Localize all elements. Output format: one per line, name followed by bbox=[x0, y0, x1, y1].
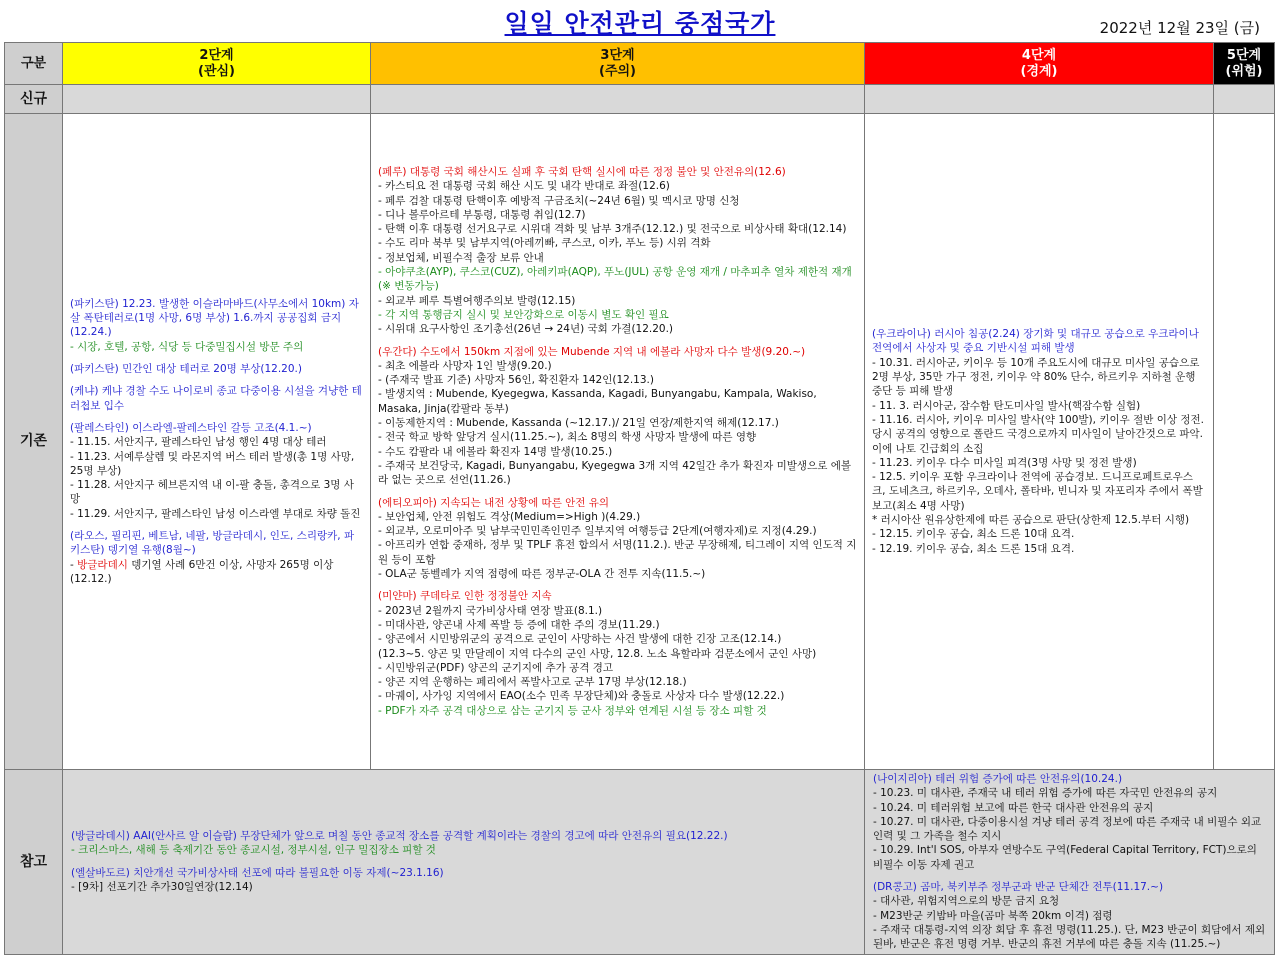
list-item: - 양곤에서 시민방위군의 공격으로 군인이 사망하는 사건 발생에 대한 긴장 고조(12.14.) bbox=[378, 633, 782, 646]
stage2-level: (관심) bbox=[198, 63, 235, 79]
list-item: (팔레스타인) 이스라엘-팔레스타인 갈등 고조(4.1.~) bbox=[70, 421, 312, 434]
list-item: (DR콩고) 곰마, 북키부주 정부군과 반군 단체간 전투(11.17.~) bbox=[873, 881, 1164, 894]
list-item: - 12.5. 키이우 포함 우크라이나 전역에 공습경보. 드니프로페트로우스크, 도네츠크, 하르키우, 오데사, 폴타바, 빈니자 및 자포리자 주에서 폭발 보고(최소 4명 사망) bbox=[872, 471, 1203, 512]
col-stage3 bbox=[371, 43, 865, 85]
stage2-name: 2단계 bbox=[199, 47, 234, 63]
new-stage2-cell bbox=[63, 85, 371, 114]
list-item: - 시장, 호텔, 공항, 식당 등 다중밀집시설 방문 주의 bbox=[70, 340, 304, 353]
list-item: - [9차] 선포기간 추가30일연장(12.14) bbox=[71, 881, 253, 894]
list-item: (방글라데시) AAI(안사르 알 이슬람) 무장단체가 앞으로 며칠 동안 종교적 장소를 공격할 계획이라는 경찰의 경고에 따라 안전유의 필요(12.22.) bbox=[71, 830, 728, 843]
new-row bbox=[5, 85, 1275, 114]
list-item: (우크라이나) 러시아 침공(2.24) 장기화 및 대규모 공습으로 우크라이나 전역에서 사상자 및 중요 기반시설 피해 발생 bbox=[872, 328, 1199, 355]
list-item bbox=[70, 558, 363, 587]
list-item: - 대사관, 위험지역으로의 방문 금지 요청 bbox=[873, 895, 1060, 908]
list-item: - 11.29. 서안지구, 팔레스타인 남성 이스라엘 부대로 차량 돌진 bbox=[70, 507, 361, 520]
spacer bbox=[70, 521, 363, 529]
col-stage2 bbox=[63, 43, 371, 85]
spacer bbox=[70, 354, 363, 362]
list-item: (파키스탄) 민간인 대상 테러로 20명 부상(12.20.) bbox=[70, 363, 302, 376]
list-item: - 외교부, 오로미아주 및 남부국민민족인민주 일부지역 여행등급 2단계(여행자제)로 지정(4.29.) bbox=[378, 525, 817, 538]
list-item: - 탄핵 이후 대통령 선거요구로 시위대 격화 및 남부 3개주(12.12.) 및 전국으로 비상사태 확대(12.14) bbox=[378, 223, 847, 236]
list-item: - 12.19. 키이우 공습, 최소 드론 15대 요격. bbox=[872, 542, 1075, 555]
list-item: - 정보업체, 비필수적 출장 보류 안내 bbox=[378, 251, 544, 264]
list-item: - 12.15. 키이우 공습, 최소 드론 10대 요격. bbox=[872, 528, 1075, 541]
list-item: - 10.29. Int'l SOS, 아부자 연방수도 구역(Federal Capital Territory, FCT)으로의 비필수 이동 자제 권고 bbox=[873, 844, 1257, 871]
list-item: - 11.28. 서안지구 헤브론지역 내 이-팔 충돌, 총격으로 3명 사망 bbox=[70, 479, 354, 506]
list-item: - 11.16. 러시아, 키이우 미사일 발사(약 100발), 키이우 절반 이상 정전. 당시 공격의 영향으로 폴란드 국경으로까지 미사일이 날아간것으로 파악. 이에 나토 긴급회의 소집 bbox=[872, 413, 1204, 455]
list-item: - 외교부 페루 특별여행주의보 발령(12.15) bbox=[378, 294, 576, 307]
existing-stage4-cell bbox=[865, 114, 1214, 770]
list-item: (나이지리아) 테러 위험 증가에 따른 안전유의(10.24.) bbox=[873, 773, 1123, 785]
reference-row bbox=[5, 770, 1275, 955]
list-item: - 아야쿠초(AYP), 쿠스코(CUZ), 아레키파(AQP), 푸노(JUL) 공항 운영 재개 / 마추피추 열차 제한적 재개 (※ 변동가능) bbox=[378, 266, 852, 293]
list-item: - 10.27. 미 대사관, 다중이용시설 겨냥 테러 공격 정보에 따른 주재국 내 비필수 외교인력 및 그 가족을 철수 지시 bbox=[873, 815, 1262, 843]
list-item-part: 방글라데시 bbox=[77, 558, 128, 571]
list-item: - 2023년 2월까지 국가비상사태 연장 발표(8.1.) bbox=[378, 604, 603, 617]
spacer bbox=[378, 488, 857, 496]
list-item: - 11.15. 서안지구, 팔레스타인 남성 행인 4명 대상 테러 bbox=[70, 436, 327, 449]
list-item: - 아프리카 연합 중재하, 정부 및 TPLF 휴전 합의서 서명(11.2.). 반군 무장해제, 티그레이 지역 인도적 지원 등이 포함 bbox=[378, 539, 857, 566]
list-item: - 10.31. 러시아군, 키이우 등 10개 주요도시에 대규모 미사일 공습으로 2명 부상, 35만 가구 정전, 키이우 약 80% 단수, 하르키우 지하철 운행 중단 등 피해 발생 bbox=[872, 356, 1200, 398]
existing-stage2-cell bbox=[63, 114, 371, 770]
list-item: - 주재국 보건당국, Kagadi, Bunyangabu, Kyegegwa 3개 지역 42일간 추가 확진자 미발생으로 에볼라 없는 곳으로 선언(11.26.) bbox=[378, 459, 851, 487]
list-item: - 발생지역 : Mubende, Kyegegwa, Kassanda, Kagadi, Bunyangabu, Kampala, Wakiso, Masaka, Jinja(캄팔라 동부) bbox=[378, 388, 817, 415]
new-stage4-cell bbox=[865, 85, 1214, 114]
list-item: - 마궤이, 사가잉 지역에서 EAO(소수 민족 무장단체)와 충돌로 사상자 다수 발생(12.22.) bbox=[378, 690, 785, 703]
report-date: 2022년 12월 23일 (금) bbox=[1099, 19, 1260, 37]
list-item: (엘살바도르) 치안개선 국가비상사태 선포에 따라 불필요한 이동 자제(~23.1.16) bbox=[71, 866, 444, 879]
row-label-new: 신규 bbox=[5, 85, 63, 114]
list-item: (12.3~5. 양곤 및 만달레이 지역 다수의 군인 사망, 12.8. 노소 욕할라파 검문소에서 군인 사망) bbox=[378, 647, 817, 660]
new-stage3-cell bbox=[371, 85, 865, 114]
list-item: - 11. 3. 러시아군, 잠수함 탄도미사일 발사(핵잠수함 실험) bbox=[872, 399, 1141, 412]
list-item-part: 뎅기열 사례 6만건 이상, 사망자 265명 이상(12.12.) bbox=[70, 558, 334, 585]
spacer bbox=[873, 872, 1266, 880]
row-label-reference: 참고 bbox=[5, 770, 63, 955]
stage5-name: 5단계 bbox=[1226, 47, 1262, 63]
list-item: - 카스티요 전 대통령 국회 해산 시도 및 내각 반대로 좌절(12.6) bbox=[378, 180, 670, 193]
list-item: - 디나 볼루아르테 부통령, 대통령 취임(12.7) bbox=[378, 208, 586, 221]
list-item: - 최초 에볼라 사망자 1인 발생(9.20.) bbox=[378, 359, 552, 372]
list-item: - OLA군 동벨레가 지역 점령에 따른 정부군-OLA 간 전투 지속(11.5.~) bbox=[378, 568, 706, 581]
list-item: - 양곤 지역 운행하는 페리에서 폭발사고로 군부 17명 부상(12.18.) bbox=[378, 676, 687, 689]
list-item: - M23반군 키밤바 마을(곰마 북쪽 20km 이격) 점령 bbox=[873, 909, 1113, 922]
list-item: - 크리스마스, 새해 등 축제기간 동안 종교시설, 정부시설, 인구 밀집장소 피할 것 bbox=[71, 844, 436, 857]
list-item: - 10.23. 미 대사관, 주재국 내 테러 위험 증가에 따른 자국민 안전유의 공지 bbox=[873, 787, 1218, 800]
existing-stage5-cell bbox=[1214, 114, 1275, 770]
stage3-level: (주의) bbox=[599, 63, 636, 79]
list-item: - 시민방위군(PDF) 양곤의 군기지에 추가 공격 경고 bbox=[378, 661, 614, 674]
list-item: - PDF가 자주 공격 대상으로 삼는 군기지 등 군사 정부와 연계된 시설 등 장소 피할 것 bbox=[378, 704, 767, 717]
list-item: - 수도 캄팔라 내 에볼라 확진자 14명 발생(10.25.) bbox=[378, 445, 613, 458]
list-item: - 페루 검찰 대통령 탄핵이후 예방적 구금조치(~24년 6월) 및 멕시코 망명 신청 bbox=[378, 194, 740, 207]
existing-row bbox=[5, 114, 1275, 770]
list-item: - 시위대 요구사항인 조기총선(26년 → 24년) 국회 가결(12.20.) bbox=[378, 323, 674, 336]
stage4-name: 4단계 bbox=[1021, 47, 1057, 63]
list-item: * 러시아산 원유상한제에 따른 공습으로 판단(상한제 12.5.부터 시행) bbox=[872, 513, 1190, 526]
list-item: (우간다) 수도에서 150km 지점에 있는 Mubende 지역 내 에볼라 사망자 다수 발생(9.20.~) bbox=[378, 345, 806, 358]
list-item: - 미대사관, 양곤내 사제 폭발 등 증에 대한 주의 경보(11.29.) bbox=[378, 618, 660, 631]
stage4-level: (경계) bbox=[1020, 63, 1058, 79]
list-item: (에티오피아) 지속되는 내전 상황에 따른 안전 유의 bbox=[378, 496, 610, 509]
spacer bbox=[70, 413, 363, 421]
spacer bbox=[378, 337, 857, 345]
page-title: 일일 안전관리 중점국가 bbox=[504, 9, 776, 38]
list-item: - 주재국 대통령-지역 의장 회담 후 휴전 명령(11.25.). 단, M23 반군이 회담에서 제외된바, 반군은 휴전 명령 거부. 반군의 휴전 거부에 따른 충돌 지속 (11.25.~) bbox=[873, 923, 1266, 951]
reference-left-cell bbox=[63, 770, 865, 955]
col-gubun: 구분 bbox=[5, 43, 63, 85]
spacer bbox=[378, 581, 857, 589]
list-item: - 11.23. 키이우 다수 미사일 피격(3명 사망 및 정전 발생) bbox=[872, 456, 1137, 469]
list-item: - (주재국 발표 기준) 사망자 56인, 확진환자 142인(12.13.) bbox=[378, 374, 654, 387]
row-label-existing: 기존 bbox=[5, 114, 63, 770]
spacer bbox=[70, 376, 363, 384]
reference-right-cell bbox=[865, 770, 1275, 955]
list-item: - 수도 리마 북부 및 남부지역(아레끼빠, 쿠스코, 이카, 푸노 등) 시위 격화 bbox=[378, 237, 711, 250]
new-stage5-cell bbox=[1214, 85, 1275, 114]
list-item: (케냐) 케냐 경찰 수도 나이로비 종교 다중이용 시설을 겨냥한 테러첩보 입수 bbox=[70, 385, 362, 412]
list-item: - 전국 학교 방학 앞당겨 실시(11.25.~), 최소 8명의 학생 사망자 발생에 따른 영향 bbox=[378, 431, 757, 444]
list-item: (미얀마) 쿠데타로 인한 정정불안 지속 bbox=[378, 590, 552, 603]
existing-stage3-cell bbox=[371, 114, 865, 770]
list-item: (라오스, 필리핀, 베트남, 네팔, 방글라데시, 인도, 스리랑카, 파키스탄) 뎅기열 유행(8월~) bbox=[70, 529, 355, 557]
header-row bbox=[5, 43, 1275, 85]
stage3-name: 3단계 bbox=[600, 47, 635, 63]
col-stage4 bbox=[865, 43, 1214, 85]
list-item: - 보안업체, 안전 위험도 격상(Medium=>High )(4.29.) bbox=[378, 510, 641, 523]
list-item: - 이동제한지역 : Mubende, Kassanda (~12.17.)/ 21일 연장/제한지역 해제(12.17.) bbox=[378, 417, 779, 430]
stage5-level: (위험) bbox=[1225, 63, 1263, 79]
col-stage5 bbox=[1214, 43, 1275, 85]
list-item: (페루) 대통령 국회 해산시도 실패 후 국회 탄핵 실시에 따른 정정 불안 및 안전유의(12.6) bbox=[378, 166, 786, 178]
list-item-part: - bbox=[70, 558, 78, 571]
list-item: - 10.24. 미 테러위험 보고에 따른 한국 대사관 안전유의 공지 bbox=[873, 801, 1154, 814]
list-item: - 11.23. 서예루살렘 및 라몬지역 버스 테러 발생(총 1명 사망, 25명 부상) bbox=[70, 450, 355, 477]
list-item: (파키스탄) 12.23. 발생한 이슬라마바드(사무소에서 10km) 자살 폭탄테러로(1명 사망, 6명 부상) 1.6.까지 공공집회 금지(12.24.) bbox=[70, 297, 359, 339]
list-item: - 각 지역 통행금지 실시 및 보안강화으로 이동시 별도 확인 필요 bbox=[378, 308, 669, 321]
spacer bbox=[71, 858, 856, 866]
stage-table bbox=[4, 42, 1275, 955]
